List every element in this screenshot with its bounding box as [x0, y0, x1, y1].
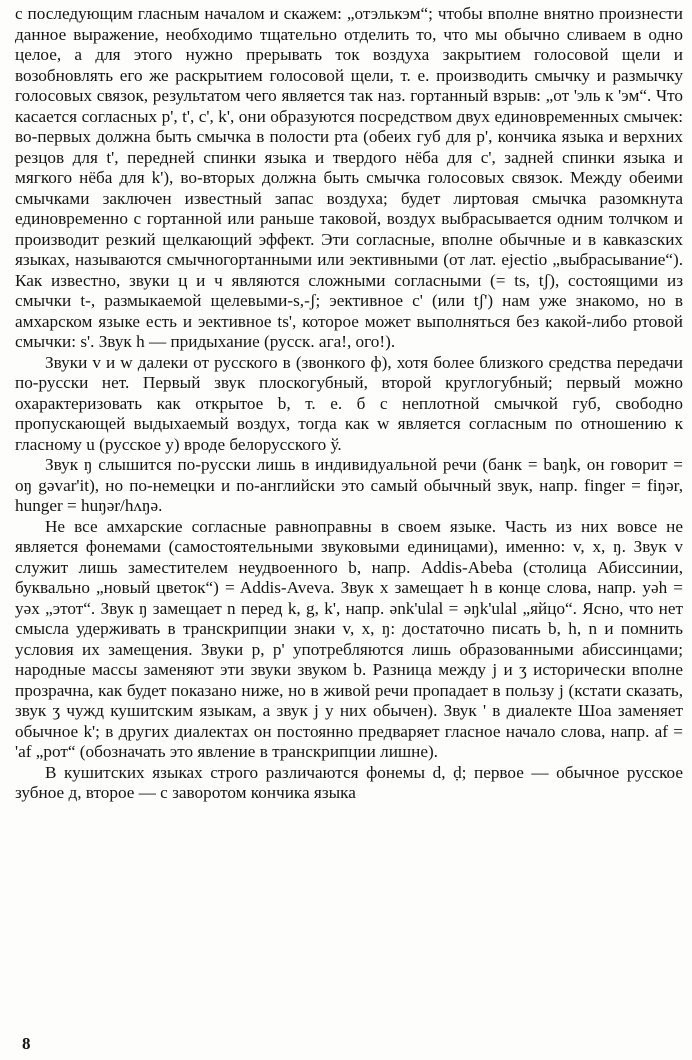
paragraph-5: В кушитских языках строго различаются фонемы d, ḍ; первое — обычное русское зубное д, второе — с заворотом кончика языка [15, 762, 683, 802]
paragraph-3: Звук ŋ слышится по-русски лишь в индивидуальной речи (банк = baŋk, он говорит = oŋ gəvar'it), но по-немецки и по-английски это самый обычный звук, напр. finger = fiŋər, hunger = huŋər/hʌŋə. [15, 455, 683, 515]
page-number: 8 [22, 1034, 31, 1053]
body-text [15, 4, 683, 804]
paragraph-2: Звуки v и w далеки от русского в (звонкого ф), хотя более близкого средства передачи по-русски нет. Первый звук плоскогубный, второй круглогубный; первый можно охарактеризовать как открытое b, т. е. б с неплотной смычкой губ, свободно пропускающей выдыхаемый воздух, тогда как w является согласным по отношению к гласному u (русское у) вроде белорусского ў. [15, 352, 683, 454]
paragraph-1: с последующим гласным началом и скажем: „отэлькэм“; чтобы вполне внятно произнести данное выражение, необходимо тщательно отделить то, что мы обычно сливаем в одно целое, а для этого нужно прерывать ток воздуха закрытием голосовой щели и возобновлять его же раскрытием голосовой щели, т. е. производить смычку и размычку голосовых связок, результатом чего является так наз. гортанный взрыв: „от 'эль к 'эм“. Что касается согласных p', t', c', k', они образуются посредством двух единовременных смычек: во-первых должна быть смычка в полости рта (обеих губ для p', кончика языка и верхних резцов для t', передней спинки языка и твердого нёба для c', задней спинки языка и мягкого нёба для k'), во-вторых должна быть смычка голосовых связок. Между обеими смычками заключен известный запас воздуха; будет лиртовая смычка разомкнута единовременно с гортанной или раньше таковой, воздух выбрасывается одним толчком и производит резкий щелкающий эффект. Эти согласные, вполне обычные и в кавказских языках, называются смычногортанными или эективными (от лат. ejectio „выбрасывание“). Как известно, звуки ц и ч являются сложными согласными (= ts, tʃ), состоящими из смычки t-, размыкаемой щелевыми-s,-ʃ; эективное c' (или tʃ') нам уже знакомо, но в амхарском языке есть и эективное ts', которое может выполняться без какой-либо ртовой смычки: s'. Звук h — придыхание (русск. ага!, ого!). [15, 4, 683, 351]
paragraph-4: Не все амхарские согласные равноправны в своем языке. Часть из них вовсе не является фонемами (самостоятельными звуковыми единицами), именно: v, x, ŋ. Звук v служит лишь заместителем неудвоенного b, напр. Addis-Abeba (столица Абиссинии, буквально „новый цветок“) = Addis-Aveva. Звук x замещает h в конце слова, напр. yəh = yəx „этот“. Звук ŋ замещает n перед k, g, k', напр. ənk'ulal = əŋk'ulal „яйцо“. Ясно, что нет смысла удерживать в транскрипции знаки v, x, ŋ: достаточно писать b, h, n и помнить условия их замещения. Звуки p, p' употребляются лишь образованными абиссинцами; народные массы заменяют эти звуки звуком b. Разница между j и ʒ исторически вполне прозрачна, как будет показано ниже, но в живой речи пропадает в пользу j (кстати сказать, звук ʒ чужд кушитским языкам, а звук j у них обычен). Звук ' в диалекте Шоа заменяет обычное k'; в других диалектах он постоянно предваряет гласное начало слова, напр. af = 'af „рот“ (обозначать это явление в транскрипции лишне). [15, 516, 683, 761]
